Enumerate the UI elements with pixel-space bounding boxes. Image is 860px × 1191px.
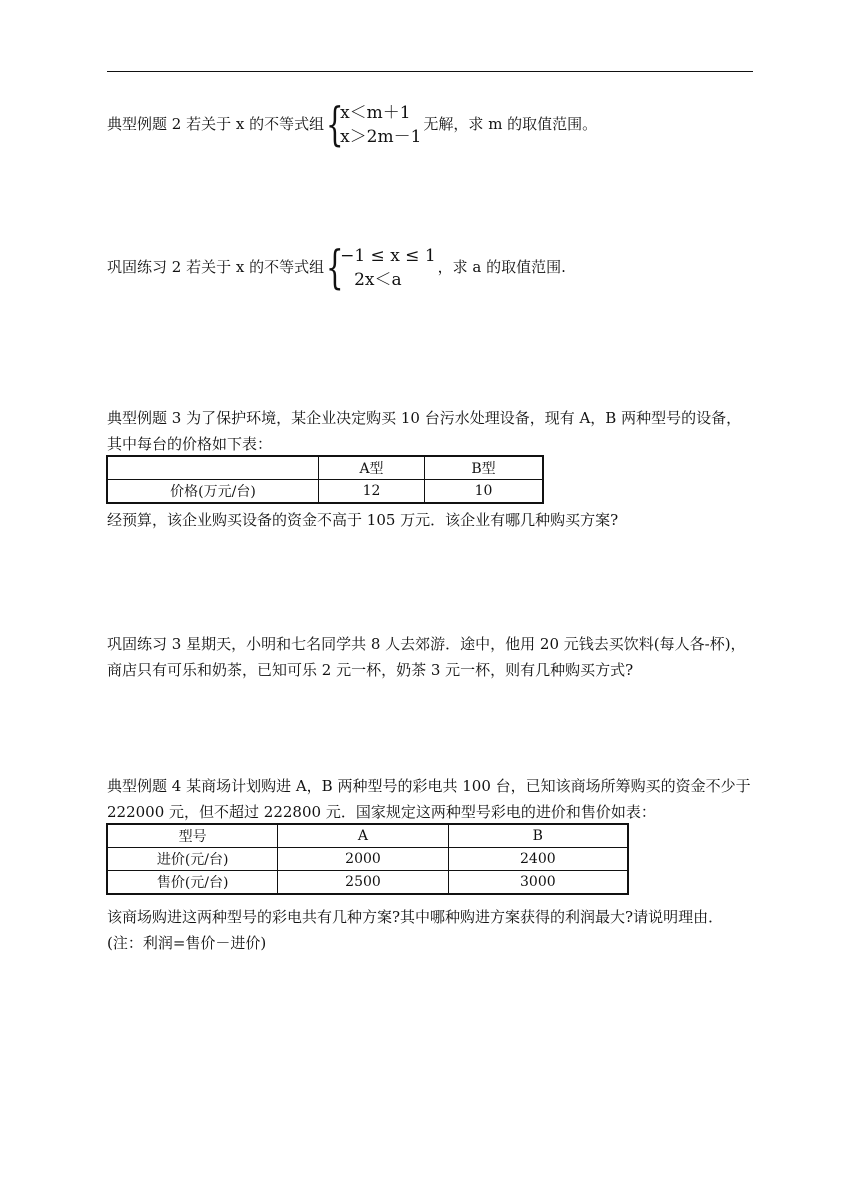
table-cell: B型	[425, 456, 543, 480]
example-3-text: 典型例题 3 为了保护环境，某企业决定购买 10 台污水处理设备，现有 A，B 两种型号的设备，其中每台的价格如下表：	[107, 409, 742, 453]
inequality-row: −1 ≤ x ≤ 1	[340, 246, 436, 266]
inequality-row: x＜m＋1	[340, 103, 411, 123]
table-row	[107, 480, 543, 504]
inequality-system	[326, 97, 422, 151]
example-4-text: 典型例题 4 某商场计划购进 A，B 两种型号的彩电共 100 台，已知该商场所筹购买的资金不少于 222000 元，但不超过 222800 元．国家规定这两种型号彩电的进价和售价如表：	[107, 777, 751, 821]
practice-3-text: 巩固练习 3 星期天，小明和七名同学共 8 人去郊游．途中，他用 20 元钱去买饮料(每人各-杯)，商店只有可乐和奶茶，已知可乐 2 元一杯，奶茶 3 元一杯，则有几种购买方式?	[107, 635, 746, 679]
table-cell: 型号	[107, 824, 278, 848]
brace-icon: {	[326, 97, 344, 151]
table-cell: 进价(元/台)	[107, 848, 278, 871]
example-2-suffix: 无解，求 m 的取值范围。	[423, 115, 598, 133]
example-2	[107, 97, 598, 151]
practice-2-prefix: 巩固练习 2 若关于 x 的不等式组	[107, 258, 325, 276]
practice-2-suffix: ，求 a 的取值范围.	[437, 258, 566, 276]
table-row	[107, 824, 628, 848]
inequality-row: 2x＜a	[354, 270, 402, 290]
table-cell: 2000	[278, 848, 448, 871]
table-cell: 3000	[448, 871, 628, 895]
brace-icon: {	[326, 240, 344, 294]
table-cell: A	[278, 824, 448, 848]
table-cell: 售价(元/台)	[107, 871, 278, 895]
table-cell: A型	[318, 456, 424, 480]
tv-price-table	[106, 823, 629, 895]
table-cell: 2400	[448, 848, 628, 871]
example-4-question: 该商场购进这两种型号的彩电共有几种方案?其中哪种购进方案获得的利润最大?请说明理由．(注：利润=售价－进价)	[107, 908, 724, 952]
practice-2	[107, 240, 566, 294]
table-row	[107, 456, 543, 480]
inequality-row: x＞2m－1	[340, 127, 422, 147]
example-2-prefix: 典型例题 2 若关于 x 的不等式组	[107, 115, 325, 133]
price-table	[106, 455, 544, 504]
table-cell: B	[448, 824, 628, 848]
table-cell: 价格(万元/台)	[107, 480, 318, 504]
table-cell: 12	[318, 480, 424, 504]
table-row	[107, 848, 628, 871]
example-3-question: 经预算，该企业购买设备的资金不高于 105 万元．该企业有哪几种购买方案?	[107, 511, 619, 529]
table-cell	[107, 456, 318, 480]
table-cell: 2500	[278, 871, 448, 895]
inequality-system	[326, 240, 436, 294]
header-rule	[107, 71, 753, 72]
table-row	[107, 871, 628, 895]
table-cell: 10	[425, 480, 543, 504]
